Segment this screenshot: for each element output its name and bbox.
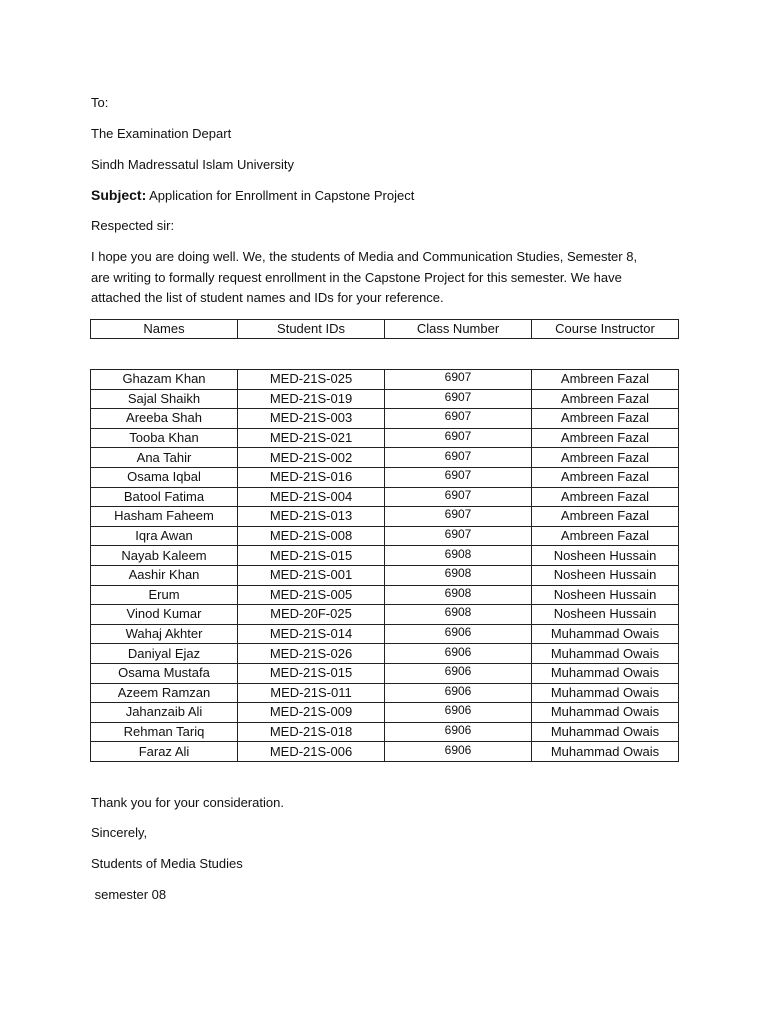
class-number-text: 6907: [444, 429, 472, 444]
course-instructor-cell: Ambreen Fazal: [532, 487, 679, 507]
body-line-3: attached the list of student names and IDs for your reference.: [91, 290, 444, 305]
class-number-cell: [385, 644, 532, 664]
class-number-cell: [385, 722, 532, 742]
table-row: [91, 585, 679, 605]
signature-line-2: semester 08: [91, 887, 167, 902]
table-row: [91, 389, 679, 409]
course-instructor-cell: Ambreen Fazal: [532, 428, 679, 448]
table-row: [91, 370, 679, 390]
class-number-cell: [385, 624, 532, 644]
course-instructor-cell: Ambreen Fazal: [532, 507, 679, 527]
class-number-cell: [385, 703, 532, 723]
student-name-cell: Jahanzaib Ali: [91, 703, 238, 723]
course-instructor-cell: Muhammad Owais: [532, 663, 679, 683]
student-id-cell: MED-21S-025: [238, 370, 385, 390]
class-number-cell: [385, 409, 532, 429]
student-id-cell: MED-21S-002: [238, 448, 385, 468]
student-id-cell: MED-20F-025: [238, 605, 385, 625]
class-number-text: 6908: [444, 605, 472, 620]
body-paragraph: [91, 247, 681, 309]
course-instructor-cell: Muhammad Owais: [532, 644, 679, 664]
table-row: [91, 624, 679, 644]
header-row: [91, 320, 679, 339]
class-number-cell: [385, 370, 532, 390]
student-id-cell: MED-21S-013: [238, 507, 385, 527]
salutation: Respected sir:: [91, 218, 175, 233]
class-number-cell: [385, 428, 532, 448]
student-id-cell: MED-21S-016: [238, 467, 385, 487]
student-id-cell: MED-21S-015: [238, 546, 385, 566]
body-line-1: I hope you are doing well. We, the students of Media and Communication Studies, Semester 8,: [91, 249, 638, 264]
student-name-cell: Iqra Awan: [91, 526, 238, 546]
class-number-cell: [385, 546, 532, 566]
table-row: [91, 605, 679, 625]
subject-label: Subject:: [91, 187, 147, 203]
class-number-text: 6907: [444, 448, 472, 463]
class-number-text: 6906: [444, 742, 472, 757]
class-number-cell: [385, 507, 532, 527]
table-row: [91, 546, 679, 566]
class-number-cell: [385, 585, 532, 605]
student-name-cell: Erum: [91, 585, 238, 605]
student-id-cell: MED-21S-006: [238, 742, 385, 762]
student-name-cell: Aashir Khan: [91, 565, 238, 585]
class-number-text: 6907: [444, 468, 472, 483]
course-instructor-cell: Nosheen Hussain: [532, 585, 679, 605]
class-number-text: 6907: [444, 507, 472, 522]
class-number-cell: [385, 605, 532, 625]
course-instructor-cell: Ambreen Fazal: [532, 389, 679, 409]
student-id-cell: MED-21S-021: [238, 428, 385, 448]
student-id-cell: MED-21S-026: [238, 644, 385, 664]
class-number-cell: [385, 742, 532, 762]
student-id-cell: MED-21S-015: [238, 663, 385, 683]
course-instructor-cell: Ambreen Fazal: [532, 409, 679, 429]
table-row: [91, 409, 679, 429]
student-name-cell: Rehman Tariq: [91, 722, 238, 742]
table-row: [91, 722, 679, 742]
header-names: Names: [91, 320, 238, 339]
class-number-text: 6908: [444, 566, 472, 581]
class-number-text: 6906: [444, 625, 472, 640]
student-name-cell: Azeem Ramzan: [91, 683, 238, 703]
class-number-text: 6906: [444, 683, 472, 698]
student-name-cell: Tooba Khan: [91, 428, 238, 448]
student-name-cell: Osama Mustafa: [91, 663, 238, 683]
to-line: To:: [91, 95, 109, 110]
course-instructor-cell: Ambreen Fazal: [532, 370, 679, 390]
class-number-cell: [385, 526, 532, 546]
header-student-ids: Student IDs: [238, 320, 385, 339]
class-number-text: 6907: [444, 370, 472, 385]
student-id-cell: MED-21S-009: [238, 703, 385, 723]
student-id-cell: MED-21S-005: [238, 585, 385, 605]
header-class-number: Class Number: [385, 320, 532, 339]
course-instructor-cell: Muhammad Owais: [532, 683, 679, 703]
class-number-text: 6908: [444, 546, 472, 561]
subject-line: [91, 187, 414, 204]
student-name-cell: Ghazam Khan: [91, 370, 238, 390]
body-line-2: are writing to formally request enrollment in the Capstone Project for this semester. We have: [91, 269, 622, 285]
student-name-cell: Wahaj Akhter: [91, 624, 238, 644]
student-id-cell: MED-21S-011: [238, 683, 385, 703]
class-number-cell: [385, 683, 532, 703]
class-number-text: 6907: [444, 389, 472, 404]
table-row: [91, 507, 679, 527]
table-header: [90, 319, 679, 339]
class-number-text: 6907: [444, 409, 472, 424]
table-row: [91, 663, 679, 683]
class-number-cell: [385, 487, 532, 507]
sincerely-line: Sincerely,: [91, 825, 148, 840]
table-row: [91, 526, 679, 546]
students-table: [90, 369, 679, 762]
class-number-cell: [385, 565, 532, 585]
student-name-cell: Osama Iqbal: [91, 467, 238, 487]
course-instructor-cell: Nosheen Hussain: [532, 565, 679, 585]
class-number-text: 6906: [444, 703, 472, 718]
header-course-instructor: Course Instructor: [532, 320, 679, 339]
table-row: [91, 428, 679, 448]
course-instructor-cell: Muhammad Owais: [532, 722, 679, 742]
course-instructor-cell: Nosheen Hussain: [532, 605, 679, 625]
course-instructor-cell: Ambreen Fazal: [532, 448, 679, 468]
student-name-cell: Areeba Shah: [91, 409, 238, 429]
course-instructor-cell: Muhammad Owais: [532, 703, 679, 723]
student-id-cell: MED-21S-004: [238, 487, 385, 507]
student-name-cell: Batool Fatima: [91, 487, 238, 507]
class-number-text: 6906: [444, 644, 472, 659]
course-instructor-cell: Ambreen Fazal: [532, 526, 679, 546]
table-row: [91, 644, 679, 664]
course-instructor-cell: Muhammad Owais: [532, 742, 679, 762]
student-id-cell: MED-21S-018: [238, 722, 385, 742]
student-name-cell: Ana Tahir: [91, 448, 238, 468]
recipient-line-2: Sindh Madressatul Islam University: [91, 157, 295, 172]
table-row: [91, 703, 679, 723]
subject-text: Application for Enrollment in Capstone Project: [146, 188, 415, 203]
table-row: [91, 683, 679, 703]
table-row: [91, 742, 679, 762]
course-instructor-cell: Nosheen Hussain: [532, 546, 679, 566]
table-row: [91, 448, 679, 468]
student-name-cell: Vinod Kumar: [91, 605, 238, 625]
course-instructor-cell: Ambreen Fazal: [532, 467, 679, 487]
class-number-cell: [385, 467, 532, 487]
student-id-cell: MED-21S-014: [238, 624, 385, 644]
student-name-cell: Hasham Faheem: [91, 507, 238, 527]
student-id-cell: MED-21S-019: [238, 389, 385, 409]
class-number-text: 6907: [444, 527, 472, 542]
table-row: [91, 467, 679, 487]
student-name-cell: Daniyal Ejaz: [91, 644, 238, 664]
class-number-cell: [385, 389, 532, 409]
class-number-text: 6908: [444, 585, 472, 600]
recipient-line-1: The Examination Depart: [91, 126, 232, 141]
signature-line-1: Students of Media Studies: [91, 856, 243, 871]
thanks-line: Thank you for your consideration.: [91, 795, 284, 810]
table-row: [91, 565, 679, 585]
table-row: [91, 487, 679, 507]
student-name-cell: Nayab Kaleem: [91, 546, 238, 566]
class-number-text: 6907: [444, 487, 472, 502]
class-number-text: 6906: [444, 722, 472, 737]
student-id-cell: MED-21S-001: [238, 565, 385, 585]
student-id-cell: MED-21S-008: [238, 526, 385, 546]
course-instructor-cell: Muhammad Owais: [532, 624, 679, 644]
student-name-cell: Faraz Ali: [91, 742, 238, 762]
student-id-cell: MED-21S-003: [238, 409, 385, 429]
class-number-cell: [385, 663, 532, 683]
class-number-cell: [385, 448, 532, 468]
student-name-cell: Sajal Shaikh: [91, 389, 238, 409]
class-number-text: 6906: [444, 664, 472, 679]
